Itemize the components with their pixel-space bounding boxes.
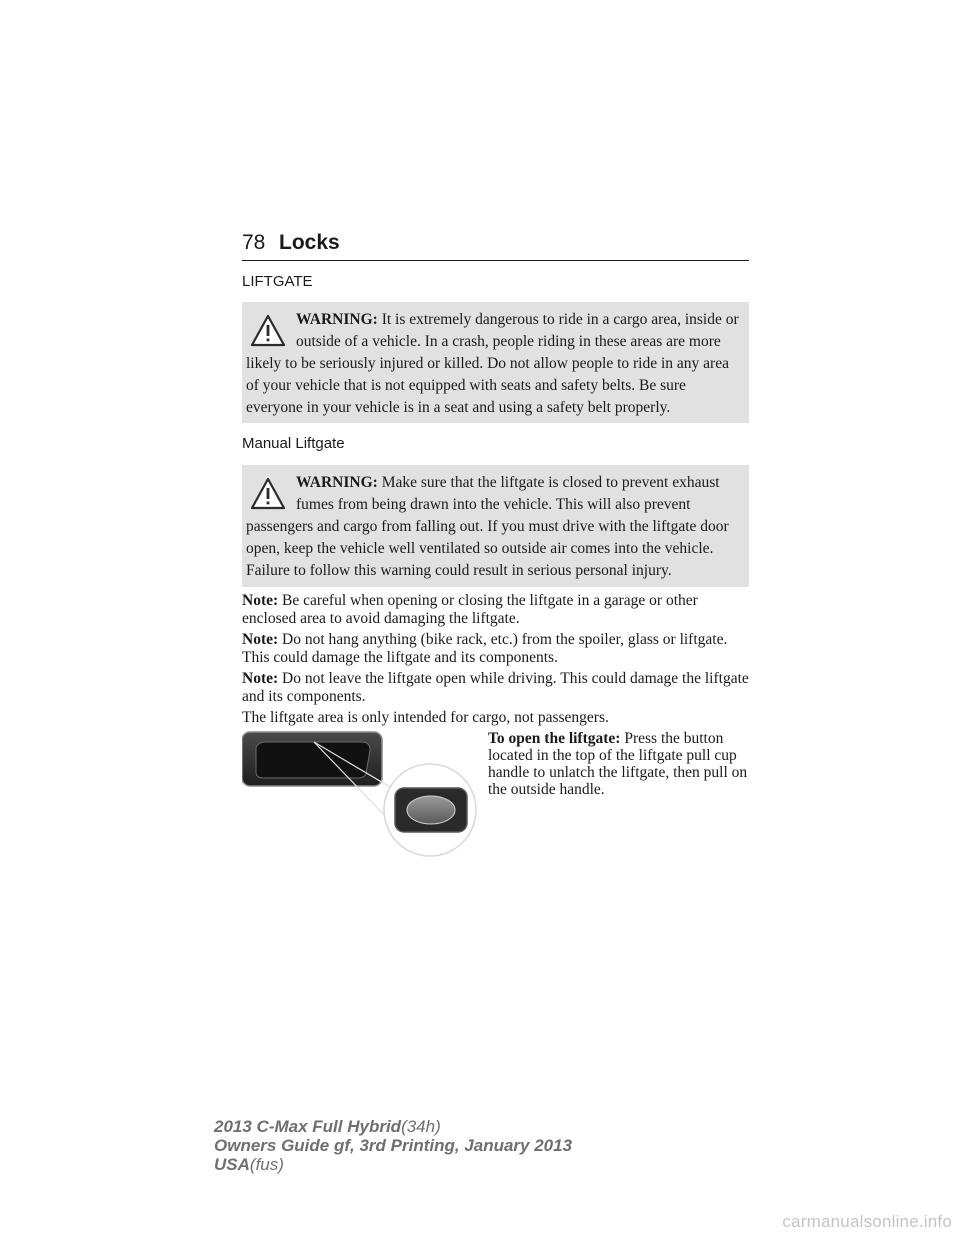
open-liftgate-instruction bbox=[488, 730, 748, 798]
footer-line-printing bbox=[214, 1136, 634, 1155]
footer-line-model bbox=[214, 1117, 634, 1136]
subsection-heading: Manual Liftgate bbox=[242, 435, 345, 452]
liftgate-handle-illustration bbox=[242, 728, 482, 858]
footer-model: 2013 C-Max Full Hybrid bbox=[214, 1117, 402, 1136]
note-garage bbox=[242, 592, 749, 628]
warning-label: WARNING: bbox=[296, 474, 378, 491]
page-header bbox=[242, 230, 749, 261]
footer-model-code: (34h) bbox=[401, 1117, 441, 1136]
note-text: Do not hang anything (bike rack, etc.) from the spoiler, glass or liftgate. This could damage the liftgate and its components. bbox=[242, 631, 728, 666]
instruction-label: To open the liftgate: bbox=[488, 730, 621, 747]
footer-printing: Owners Guide gf, 3rd Printing, January 2013 bbox=[214, 1136, 573, 1155]
warning-box-exhaust bbox=[242, 465, 749, 587]
watermark: carmanualsonline.info bbox=[782, 1212, 952, 1231]
footer-market-code: (fus) bbox=[249, 1155, 284, 1174]
footer-line-market bbox=[214, 1155, 634, 1174]
note-text: Do not leave the liftgate open while driving. This could damage the liftgate and its components. bbox=[242, 670, 749, 705]
warning-text: It is extremely dangerous to ride in a cargo area, inside or outside of a vehicle. In a crash, people riding in these areas are more likely to be seriously injured or killed. Do not allow people to ride in any area of your vehicle that is not equipped with seats and safety belts. Be sure everyone in your vehicle is in a seat and using a safety belt properly. bbox=[246, 311, 739, 416]
page-number: 78 bbox=[242, 231, 266, 254]
footer-market: USA bbox=[214, 1155, 250, 1174]
note-label: Note: bbox=[242, 670, 279, 687]
warning-triangle-icon bbox=[248, 474, 288, 514]
warning-label: WARNING: bbox=[296, 311, 378, 328]
document-footer bbox=[214, 1117, 634, 1174]
note-label: Note: bbox=[242, 592, 279, 609]
cargo-text: The liftgate area is only intended for cargo, not passengers. bbox=[242, 709, 609, 726]
section-heading: LIFTGATE bbox=[242, 273, 313, 290]
warning-text: Make sure that the liftgate is closed to prevent exhaust fumes from being drawn into the vehicle. This will also prevent passengers and cargo from falling out. If you must drive with the liftgate door open, keep the vehicle well ventilated so outside air comes into the vehicle. Failure to follow this warning could result in serious personal injury. bbox=[246, 474, 729, 579]
note-label: Note: bbox=[242, 631, 279, 648]
chapter-title: Locks bbox=[279, 231, 340, 254]
warning-box-cargo bbox=[242, 302, 749, 423]
note-driving bbox=[242, 670, 749, 706]
instruction-text: Press the button located in the top of the liftgate pull cup handle to unlatch the liftgate, then pull on the outside handle. bbox=[488, 730, 748, 798]
note-spoiler bbox=[242, 631, 749, 667]
note-text: Be careful when opening or closing the liftgate in a garage or other enclosed area to avoid damaging the liftgate. bbox=[242, 592, 698, 627]
warning-triangle-icon bbox=[248, 311, 288, 351]
